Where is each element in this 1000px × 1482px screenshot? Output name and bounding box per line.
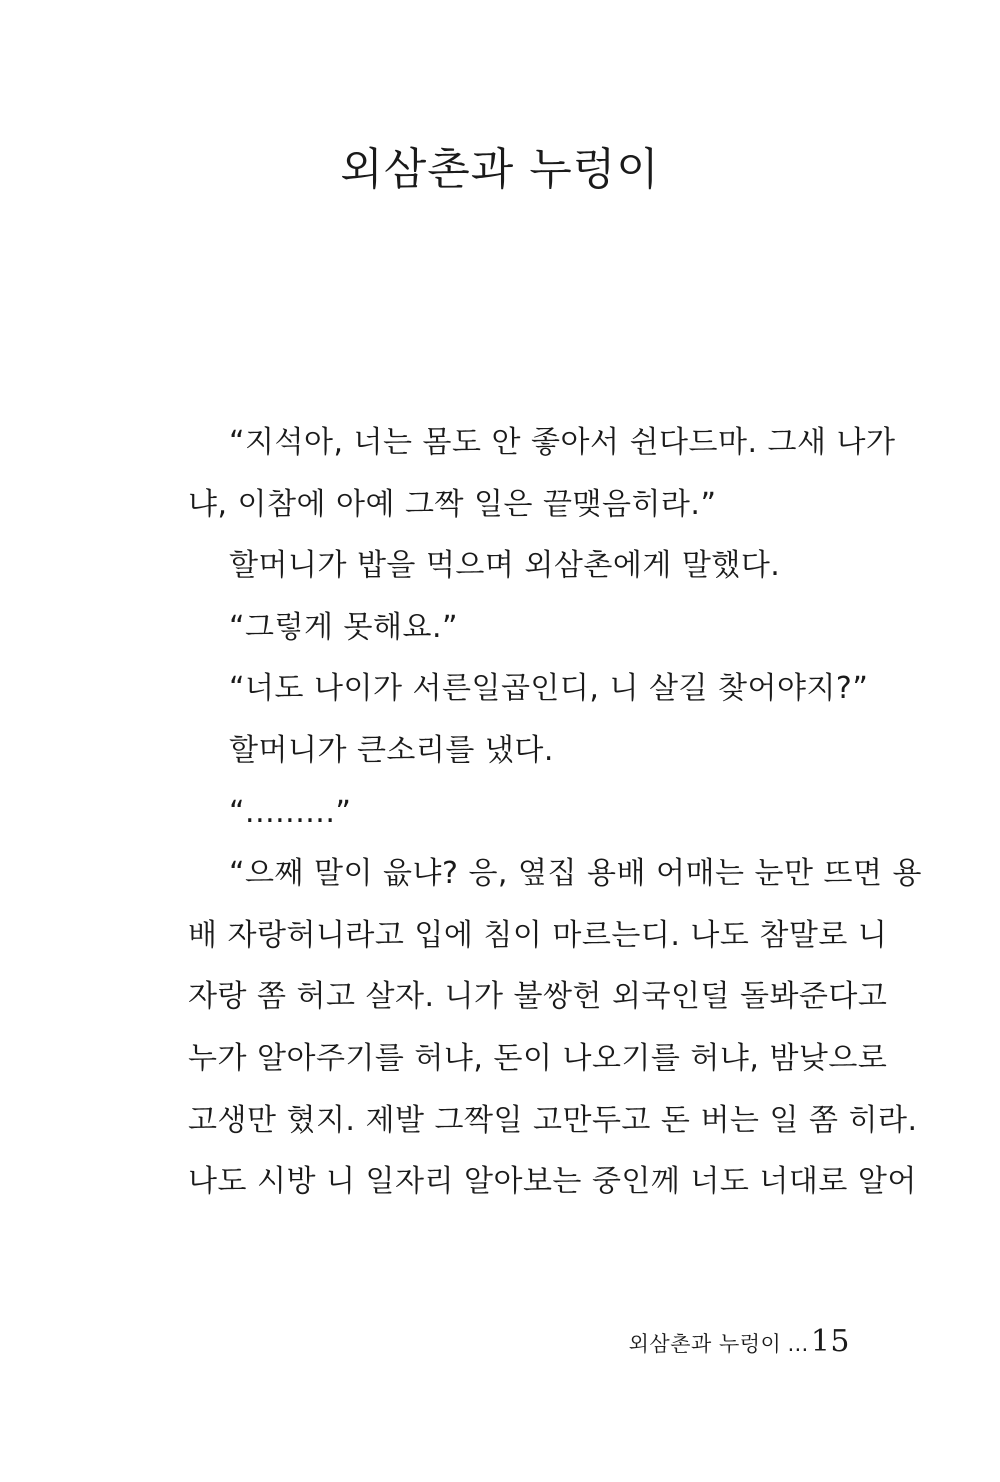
text-line: 할머니가 큰소리를 냈다. [229, 732, 554, 768]
page-number: 15 [810, 1324, 850, 1359]
footer-separator: … [787, 1332, 809, 1356]
body-text [188, 412, 922, 1213]
running-title: 외삼촌과 누렁이 [628, 1332, 782, 1356]
text-line: “그렇게 못해요.” [229, 609, 459, 645]
text-line: 나도 시방 니 일자리 알아보는 중인께 너도 너대로 알어 [188, 1164, 917, 1200]
text-line: 냐, 이참에 아예 그짝 일은 끝맺음히라.” [188, 486, 717, 522]
text-line: “으째 말이 읎냐? 응, 옆집 용배 어매는 눈만 뜨면 용 [229, 856, 922, 892]
text-line: 배 자랑허니라고 입에 침이 마르는디. 나도 참말로 니 [188, 917, 888, 953]
text-line: 자랑 쫌 허고 살자. 니가 불쌍헌 외국인덜 돌봐준다고 [188, 979, 888, 1015]
text-line: 누가 알아주기를 허냐, 돈이 나오기를 허냐, 밤낮으로 [188, 1040, 888, 1076]
chapter-title: 외삼촌과 누렁이 [340, 144, 660, 195]
text-line: “너도 나이가 서른일곱인디, 니 살길 찾어야지?” [229, 671, 869, 707]
text-line: “지석아, 너는 몸도 안 좋아서 쉰다드마. 그새 나가 [229, 425, 896, 460]
page-footer [629, 1322, 850, 1364]
text-line: 할머니가 밥을 먹으며 외삼촌에게 말했다. [229, 548, 781, 584]
text-line: 고생만 혔지. 제발 그짝일 고만두고 돈 버는 일 쫌 히라. [188, 1102, 918, 1138]
text-line: “.........” [229, 794, 352, 830]
